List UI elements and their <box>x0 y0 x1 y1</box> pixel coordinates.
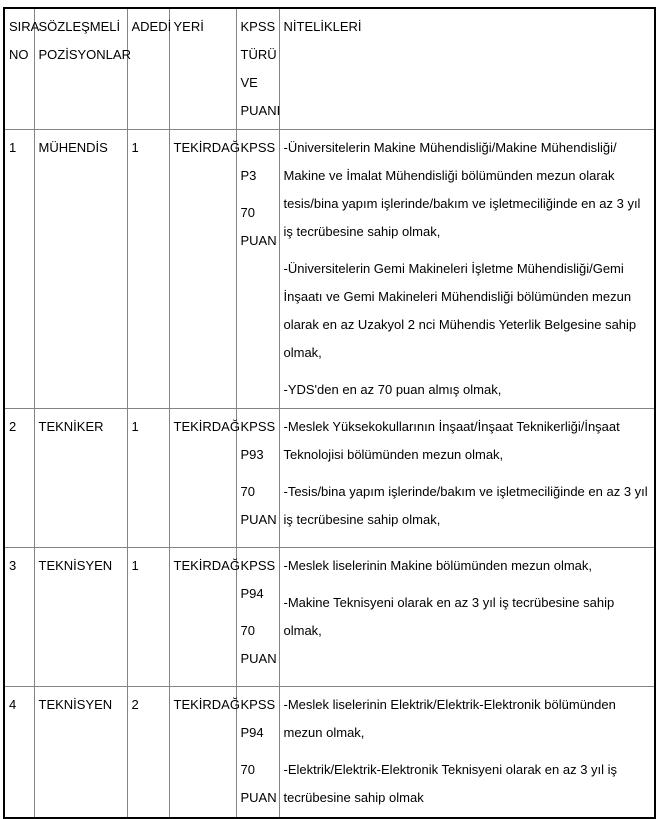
nitelik-paragraph: -Meslek liselerinin Makine bölümünden mezun olmak, <box>283 558 593 573</box>
cell-kpss <box>236 409 279 548</box>
cell-pozisyon: MÜHENDİS <box>34 130 127 409</box>
cell-yeri: TEKİRDAĞ <box>169 409 236 548</box>
kpss-line: KPSS P94 <box>240 558 276 601</box>
cell-yeri: TEKİRDAĞ <box>169 687 236 818</box>
cell-sira-no: 1 <box>4 130 34 409</box>
nitelik-paragraph: -Meslek liselerinin Elektrik/Elektrik-Elektronik bölümünden mezun olmak, <box>283 697 616 740</box>
nitelik-paragraph: -Tesis/bina yapım işlerinde/bakım ve işletmeciliğinde en az 3 yıl iş tecrübesine sahip olmak, <box>283 484 648 527</box>
cell-nitelikleri <box>279 548 655 687</box>
cell-yeri: TEKİRDAĞ <box>169 548 236 687</box>
cell-adedi: 1 <box>127 409 169 548</box>
cell-adedi: 1 <box>127 130 169 409</box>
nitelik-paragraph: -Meslek Yüksekokullarının İnşaat/İnşaat Teknikerliği/İnşaat Teknolojisi bölümünden mezun olmak, <box>283 419 620 462</box>
header-kpss: KPSS TÜRÜ VE PUANI <box>236 8 279 130</box>
nitelik-paragraph: -Üniversitelerin Makine Mühendisliği/Makine Mühendisliği/ Makine ve İmalat Mühendisliği bölümünden mezun olarak tesis/bina yapım işlerinde/bakım ve işletmeciliğinde en az 3 yıl iş tecrübesine sahip olmak, <box>283 140 641 239</box>
cell-sira-no: 4 <box>4 687 34 818</box>
cell-pozisyon: TEKNİKER <box>34 409 127 548</box>
kpss-line: 70 PUAN <box>240 484 277 527</box>
cell-kpss <box>236 130 279 409</box>
header-yeri: YERİ <box>169 8 236 130</box>
nitelik-paragraph: -YDS'den en az 70 puan almış olmak, <box>283 382 502 397</box>
table-header-row <box>4 8 655 130</box>
positions-table <box>3 7 656 819</box>
header-pozisyonlar: SÖZLEŞMELİ POZİSYONLAR <box>34 8 127 130</box>
cell-kpss <box>236 687 279 818</box>
nitelik-paragraph: -Elektrik/Elektrik-Elektronik Teknisyeni olarak en az 3 yıl iş tecrübesine sahip olmak <box>283 762 618 805</box>
kpss-line: KPSS P3 <box>240 140 276 183</box>
header-adedi: ADEDİ <box>127 8 169 130</box>
cell-nitelikleri <box>279 409 655 548</box>
table-row <box>4 687 655 818</box>
kpss-line: 70 PUAN <box>240 205 277 248</box>
cell-kpss <box>236 548 279 687</box>
cell-nitelikleri <box>279 687 655 818</box>
cell-sira-no: 2 <box>4 409 34 548</box>
kpss-line: KPSS P94 <box>240 697 276 740</box>
table-row <box>4 409 655 548</box>
cell-pozisyon: TEKNİSYEN <box>34 548 127 687</box>
cell-yeri: TEKİRDAĞ <box>169 130 236 409</box>
header-nitelikleri: NİTELİKLERİ <box>279 8 655 130</box>
kpss-line: 70 PUAN <box>240 623 277 666</box>
cell-adedi: 2 <box>127 687 169 818</box>
cell-adedi: 1 <box>127 548 169 687</box>
table-row <box>4 130 655 409</box>
table-row <box>4 548 655 687</box>
kpss-line: KPSS P93 <box>240 419 276 462</box>
nitelik-paragraph: -Üniversitelerin Gemi Makineleri İşletme Mühendisliği/Gemi İnşaatı ve Gemi Makineleri Mühendisliği bölümünden mezun olarak en az Uzakyol 2 nci Mühendis Yeterlik Belgesine sahip olmak, <box>283 261 637 360</box>
cell-nitelikleri <box>279 130 655 409</box>
kpss-line: 70 PUAN <box>240 762 277 805</box>
cell-sira-no: 3 <box>4 548 34 687</box>
header-sira-no: SIRA NO <box>4 8 34 130</box>
cell-pozisyon: TEKNİSYEN <box>34 687 127 818</box>
nitelik-paragraph: -Makine Teknisyeni olarak en az 3 yıl iş tecrübesine sahip olmak, <box>283 595 615 638</box>
